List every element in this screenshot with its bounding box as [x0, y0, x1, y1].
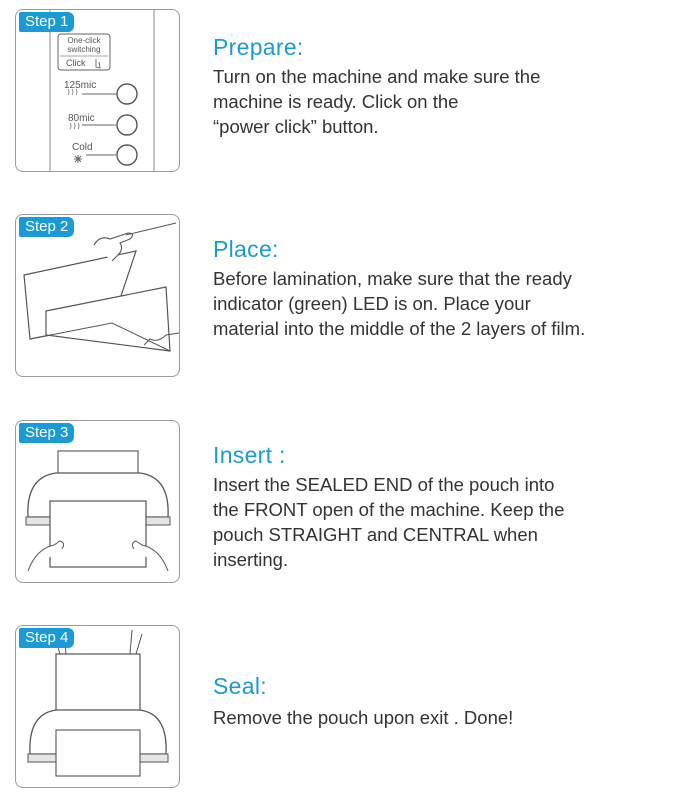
step-3: [15, 420, 681, 585]
step-3-line: pouch STRAIGHT and CENTRAL when: [213, 524, 538, 545]
step-3-line: the FRONT open of the machine. Keep the: [213, 499, 565, 520]
pouch-insertion-drawing: [16, 421, 179, 582]
step-2-line: material into the middle of the 2 layers of film.: [213, 318, 586, 339]
pouch-placement-drawing: [16, 215, 179, 376]
step-2-description: [213, 266, 683, 341]
step-4-description: [213, 705, 683, 730]
step-1-badge: Step 1: [19, 12, 74, 32]
button-125mic[interactable]: [117, 84, 137, 104]
option-80mic: 80mic: [68, 113, 95, 124]
option-cold: Cold: [72, 142, 93, 153]
step-3-illustration: [15, 420, 180, 583]
pouch: [50, 501, 146, 567]
step-3-description: [213, 472, 683, 572]
step-2-line: indicator (green) LED is on. Place your: [213, 293, 531, 314]
step-4-badge: Step 4: [19, 628, 74, 648]
step-3-line: inserting.: [213, 549, 289, 570]
switch-label-2: switching: [67, 45, 101, 54]
step-2-badge: Step 2: [19, 217, 74, 237]
step-1-illustration: [15, 9, 180, 172]
step-2-illustration: [15, 214, 180, 377]
step-4: [15, 625, 681, 790]
step-1-title: Prepare:: [213, 34, 304, 60]
switch-label-1: One-click: [67, 36, 101, 45]
step-3-title: Insert :: [213, 442, 286, 468]
click-label: Click: [66, 58, 86, 68]
control-panel-drawing: [16, 10, 179, 171]
step-2: [15, 214, 681, 379]
step-1-line: machine is ready. Click on the: [213, 91, 459, 112]
step-4-illustration: [15, 625, 180, 788]
hand-click-icon: [96, 59, 100, 68]
right-hand-icon: [130, 630, 142, 654]
step-3-line: Insert the SEALED END of the pouch into: [213, 474, 555, 495]
step-1-line: Turn on the machine and make sure the: [213, 66, 541, 87]
step-2-title: Place:: [213, 236, 279, 262]
step-3-badge: Step 3: [19, 423, 74, 443]
step-2-line: Before lamination, make sure that the ready: [213, 268, 572, 289]
snowflake-icon: [74, 155, 82, 163]
step-1: [15, 9, 681, 174]
step-1-line: “power click” button.: [213, 116, 379, 137]
step-4-line: Remove the pouch upon exit . Done!: [213, 707, 514, 728]
pouch-exit-drawing: [16, 626, 179, 787]
button-cold[interactable]: [117, 145, 137, 165]
button-80mic[interactable]: [117, 115, 137, 135]
option-125mic: 125mic: [64, 80, 97, 91]
step-4-title: Seal:: [213, 673, 267, 699]
step-1-description: [213, 64, 683, 139]
